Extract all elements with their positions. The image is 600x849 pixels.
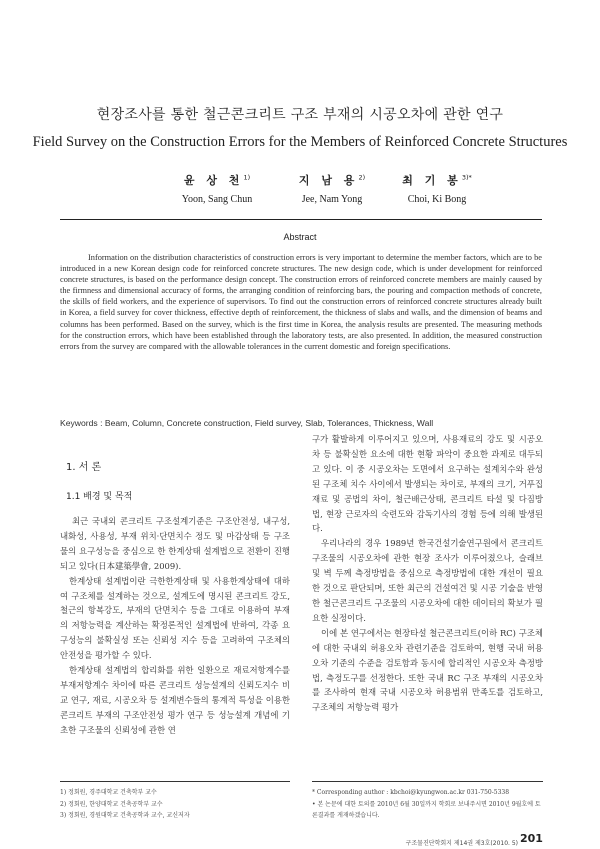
footnote: 3) 정회원, 경원대학교 건축공학과 교수, 교신저자	[60, 812, 190, 819]
abstract-text: Information on the distribution characteristics of construction errors is very important to determine the member factors, which are to be introduced in a new Korean design code for reinforced concrete structures. The new design code, which is under development for reinforced concrete structures, is based on the performance design concept. The construction errors of reinforced concrete members are mainly caused by the firmness and dimensional accuracy of forms, the arranging condition of reinforcing bars, the pouring and compaction methods of concrete, the skills of field workers, and the experience of supervisors. To find out the construction errors of reinforced concrete structures already built in Korea, a field survey for cover thickness, effective depth of reinforcement, the thickness of slabs and walls, and the dimension of beams and columns has been performed. Based on the survey, which is the first time in Korea, the analysis results are presented. The measuring methods for the construction errors, which have been established through the laboratory tests, are also presented. In addition, the measured construction errors from the survey are compared with the allowable tolerances in the current domestic and foreign specifications.	[60, 253, 542, 351]
paper-title-korean: 현장조사를 통한 철근콘크리트 구조 부재의 시공오차에 관한 연구	[96, 107, 504, 123]
author-name-en: Choi, Ki Bong	[407, 194, 467, 205]
page-number: 201	[520, 832, 543, 845]
author-name-ko: 최 기 봉	[402, 174, 462, 187]
paper-title-english: Field Survey on the Construction Errors for the Members of Reinforced Concrete Structures	[32, 134, 568, 150]
author-name-en: Yoon, Sang Chun	[181, 194, 253, 205]
author-name-ko: 윤 상 천	[183, 174, 244, 187]
footnote: 2) 정회원, 한양대학교 건축공학부 교수	[60, 800, 163, 808]
body-paragraph: 한계상태 설계법의 합리화를 위한 일환으로 재료저항계수를 부재저항계수 차이에 따른 콘크리트 성능설계의 신뢰도지수 비교 연구, 재료, 시공오차 등 설계변수들의 통계적 특성을 이용한 콘크리트 부재의 구조안전성 평가 연구 등 성능설계 개념에 기초한 구조물의 신뢰성에 관한 연	[60, 665, 290, 735]
author-1	[152, 172, 282, 205]
footnote: • 본 논문에 대한 토의를 2010년 6월 30일까지 학회로 보내주시면 2010년 9월호에 토론결과를 게재하겠습니다.	[312, 800, 541, 819]
author-affiliation-mark: 2)	[358, 173, 366, 182]
abstract-divider	[60, 219, 542, 220]
section-heading: 1. 서 론	[66, 462, 102, 473]
keywords: Keywords : Beam, Column, Concrete construction, Field survey, Slab, Tolerances, Thickness, Wall	[60, 418, 434, 428]
footnotes-correspondence	[312, 781, 543, 822]
footnote: 1) 정회원, 경주대학교 건축학부 교수	[60, 789, 157, 796]
footnote: * Corresponding author : kbchoi@kyungwon.ac.kr 031-750-5338	[312, 789, 510, 796]
body-paragraph: 구가 활발하게 이루어지고 있으며, 사용재료의 강도 및 시공오차 등 불확실한 요소에 대한 현황 파악이 중요한 과제로 대두되고 있다. 이 중 시공오차는 도면에서 요구하는 설계치수와 완성된 구조체 치수 사이에서 발생되는 차이로, 부재의 크기, 거푸집 재료 및 공법의 차이, 철근배근상태, 콘크리트 타설 및 다짐방법, 현장 근로자의 숙련도와 감독기사의 경험 등에 의해 발생된다.	[312, 434, 543, 534]
author-affiliation-mark: 1)	[243, 173, 251, 182]
footnotes-affiliations	[60, 781, 290, 822]
body-column-left	[60, 432, 290, 738]
author-name-en: Jee, Nam Yong	[301, 194, 363, 205]
journal-footer: 구조물진단학회지 제14권 제3호(2010. 5)	[405, 840, 518, 847]
author-3	[372, 172, 502, 205]
body-paragraph: 우리나라의 경우 1989년 한국건설기술연구원에서 콘크리트 구조물의 시공오차에 관한 현장 조사가 이루어졌으나, 슬래브 및 벽 두께 측정방법을 중심으로 측정방법에 대한 개선이 필요한 것으로 판단되며, 또한 최근의 건설여건 및 시공 기술을 반영한 철근콘크리트 구조물의 시공오차에 대한 데이터의 확보가 필요한 실정이다.	[312, 538, 543, 623]
abstract-heading: Abstract	[283, 232, 317, 242]
subsection-heading: 1.1 배경 및 목적	[66, 492, 133, 502]
author-affiliation-mark: 3)*	[461, 173, 472, 182]
author-name-ko: 지 남 용	[298, 174, 359, 187]
body-paragraph: 최근 국내외 콘크리트 구조설계기준은 구조안전성, 내구성, 내화성, 사용성, 부재 위치·단면치수 정도 및 마감상태 등 구조물의 요구성능을 중심으로 한 한계상태 설계법으로 전환이 진행되고 있다(日本建築學會, 2009).	[60, 516, 290, 571]
body-column-right	[312, 432, 543, 715]
body-paragraph: 한계상태 설계법이란 극한한계상태 및 사용한계상태에 대하여 구조체를 설계하는 것으로, 설계도에 명시된 콘크리트 강도, 철근의 항복강도, 부재의 단면치수 등을 그대로 이용하여 부재의 저항능력을 계산하는 확정론적인 설계법에 반하여, 각종 요구성능의 불확실성 또는 신뢰성 지수 등을 고려하여 구조체의 안전성을 평가할 수 있다.	[60, 575, 290, 661]
body-paragraph: 이에 본 연구에서는 현장타설 철근콘크리트(이하 RC) 구조체에 대한 국내외 허용오차 관련기준을 검토하여, 현행 국내 허용오차 기준의 수준을 검토함과 동시에 합리적인 시공오차 측정방법, 측정도구를 선정한다. 또한 국내 RC 구조 부재의 시공오차를 조사하여 현재 국내 시공오차 허용범위 만족도를 검토하고, 구조체의 저항능력 평가	[312, 627, 543, 713]
